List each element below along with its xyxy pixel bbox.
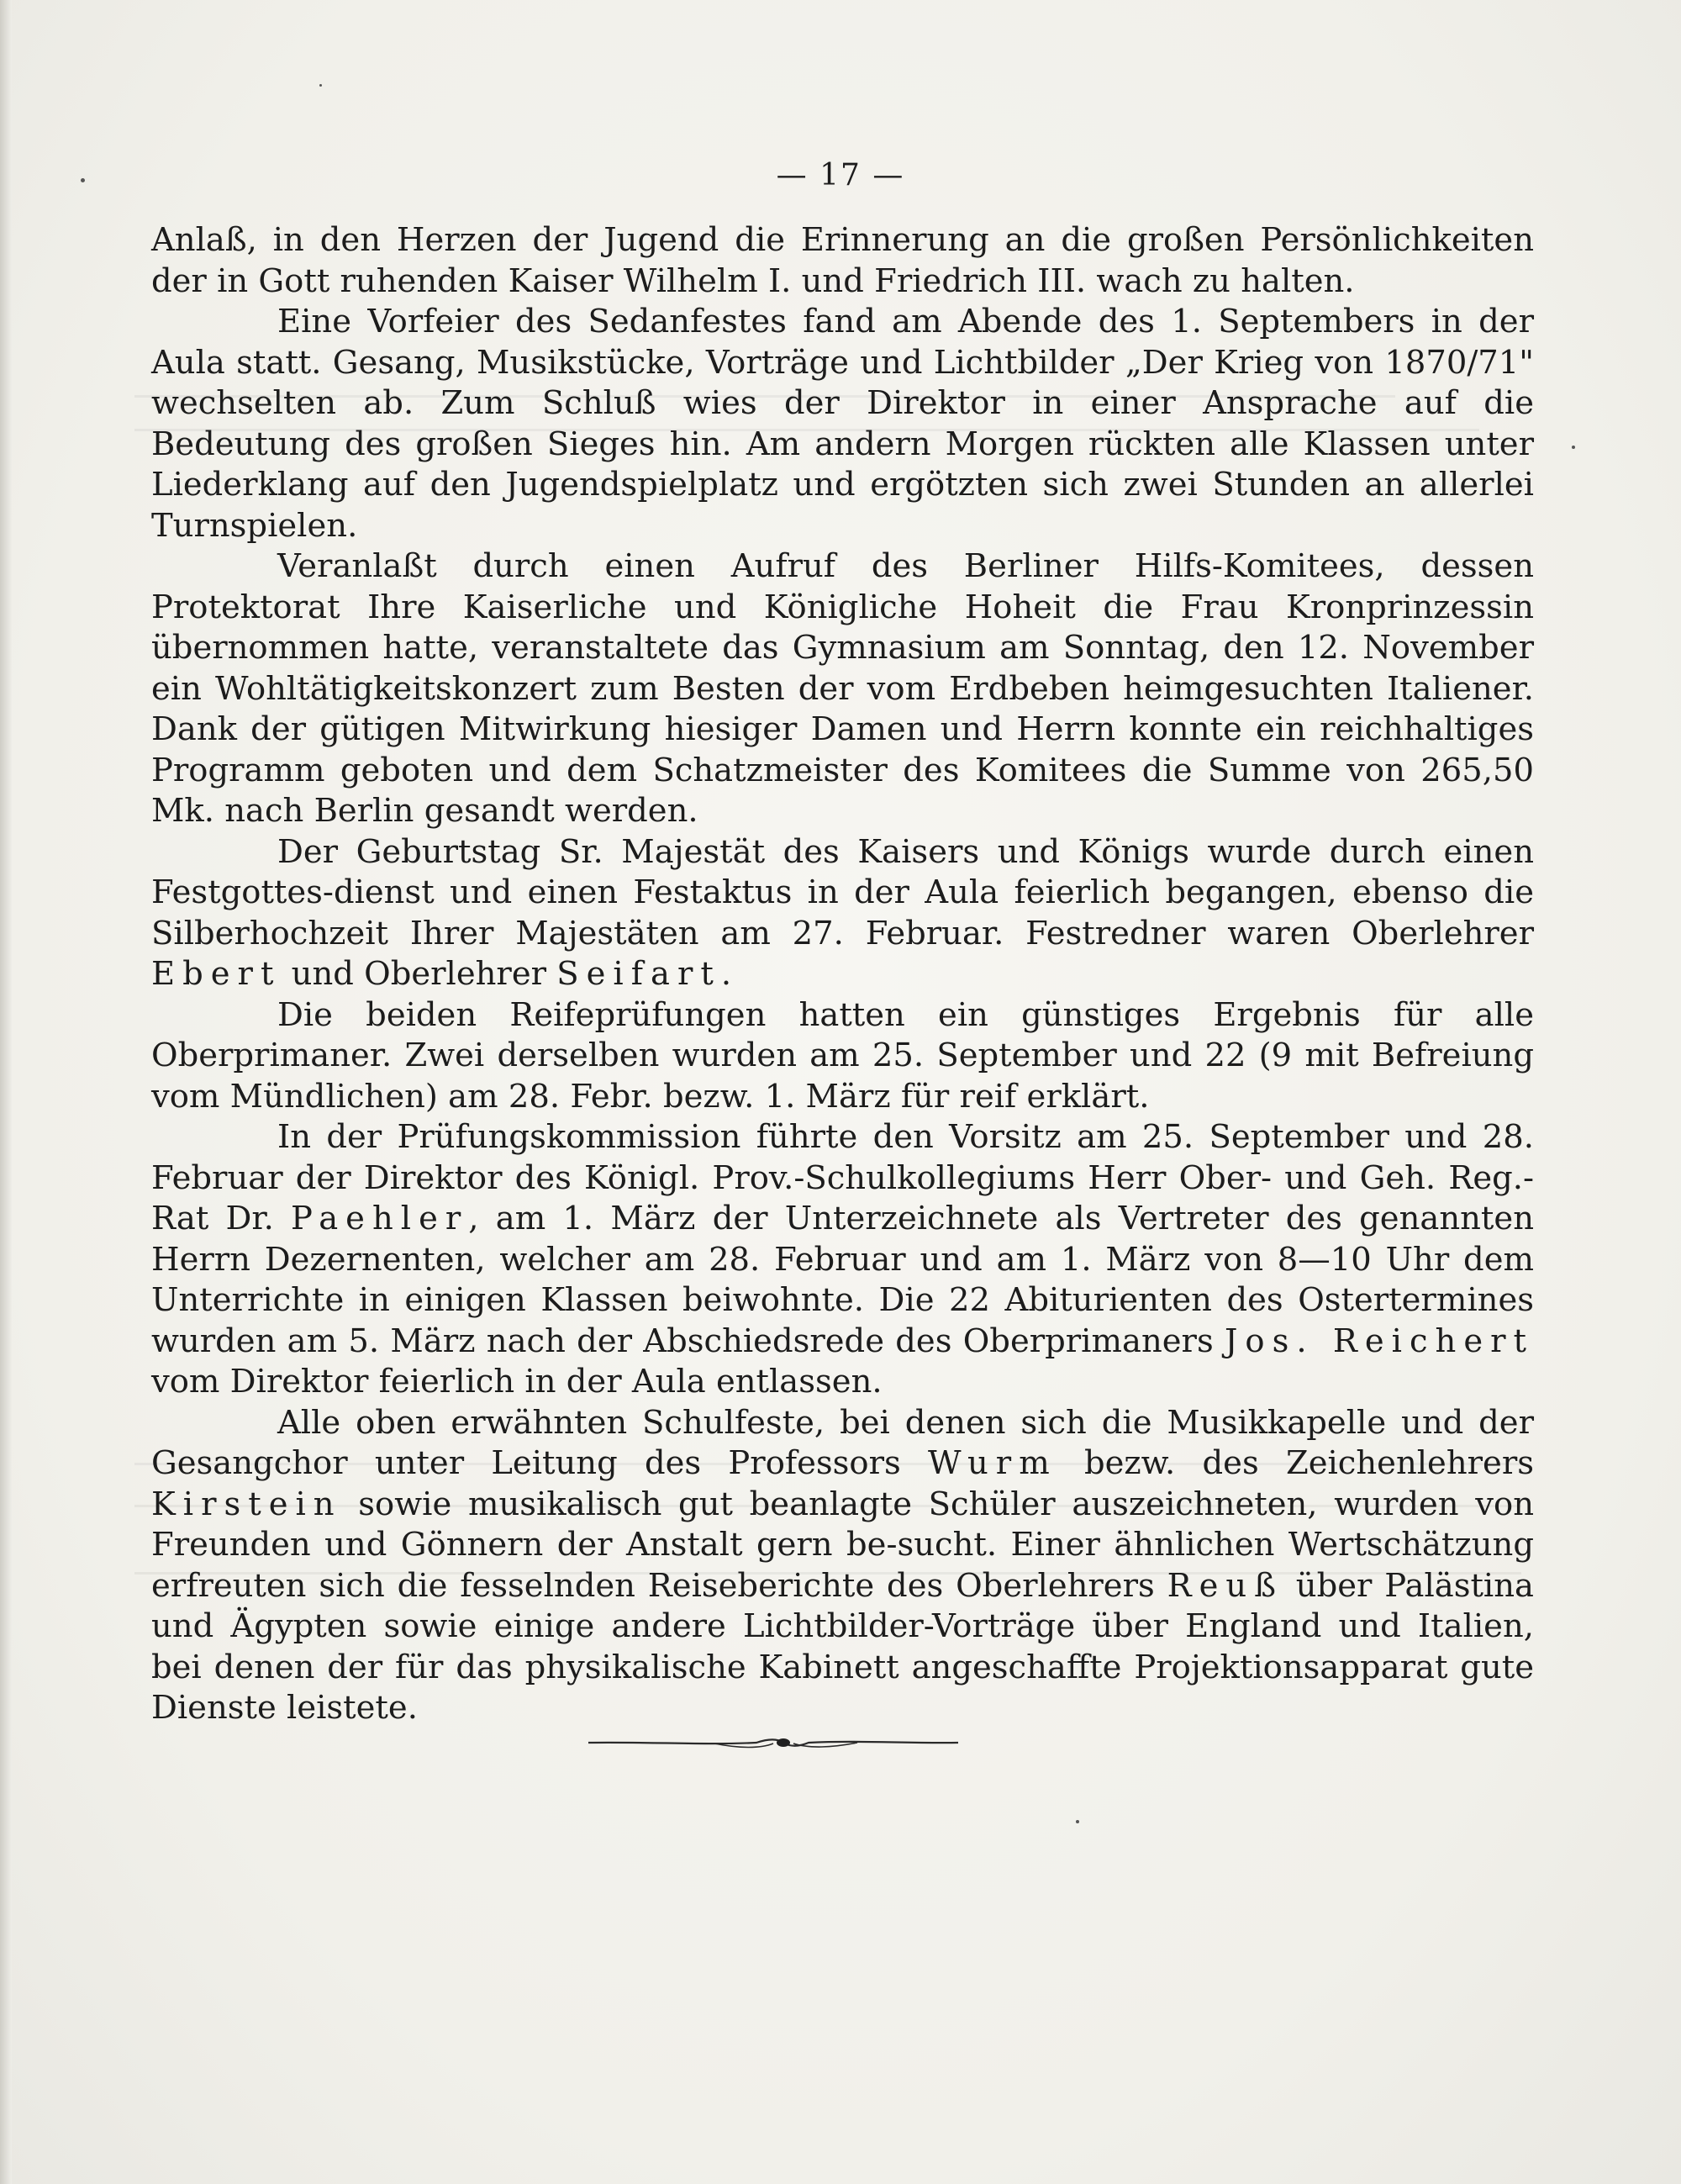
- scan-speck: [1572, 446, 1575, 449]
- paragraph: [151, 1117, 1534, 1403]
- text-run: Die beiden Reifeprüfungen hatten ein günstiges Ergebnis für alle Oberprimaner. Zwei derselben wurden am 25. September und 22 (9 mit Befreiung vom Mündlichen) am 28. Febr. bezw. 1. März für reif erklärt.: [151, 995, 1534, 1116]
- text-run: Veranlaßt durch einen Aufruf des Berliner Hilfs-Komitees, dessen Protektorat Ihre Kaiserliche und Königliche Hoheit die Frau Kronprinzessin übernommen hatte, veranstaltete das Gymnasium am Sonntag, den 12. November ein Wohltätigkeitskonzert zum Besten der vom Erdbeben heimgesuchten Italiener. Dank der gütigen Mitwirkung hiesiger Damen und Herrn konnte ein reichhaltiges Programm geboten und dem Schatzmeister des Komitees die Summe von 265,50 Mk. nach Berlin gesandt werden.: [151, 547, 1534, 830]
- page-binding-edge: [0, 0, 12, 2184]
- ornament-divider-icon: [588, 1730, 958, 1755]
- paragraph: [151, 546, 1534, 832]
- text-run: In der Prüfungskommission führte den Vorsitz am 25. September und 28. Februar der Direktor des Königl. Prov.-Schulkollegiums Herr Ober- und Geh. Reg.-Rat Dr.: [151, 1118, 1534, 1237]
- text-run: vom Direktor feierlich in der Aula entlassen.: [151, 1363, 883, 1401]
- scan-speck: [1076, 1820, 1079, 1823]
- text-run: , am 1. März der Unterzeichnete als Vertreter des genannten Herrn Dezernenten, welcher am 28. Februar und am 1. März von 8—10 Uhr dem Unterrichte in einigen Klassen beiwohnte. Die 22 Abiturienten des Ostertermines wurden am 5. März nach der Abschiedsrede des Oberprimaners: [151, 1200, 1534, 1360]
- text-run: und Oberlehrer: [281, 955, 557, 993]
- text-run: über Palästina und Ägypten sowie einige andere Lichtbilder-Vorträge über England und Italien, bei denen der für das physikalische Kabinett angeschaffte Projektionsapparat gute Dienste leistete.: [151, 1566, 1534, 1727]
- text-run: .: [720, 955, 732, 993]
- page-number: — 17 —: [776, 158, 905, 193]
- text-run: Eine Vorfeier des Sedanfestes fand am Abende des 1. Septembers in der Aula statt. Gesang, Musikstücke, Vorträge und Lichtbilder „Der Krieg von 1870/71" wechselten ab. Zum Schluß wies der Direktor in einer Ansprache auf die Bedeutung des großen Sieges hin. Am andern Morgen rückten alle Klassen unter Liederklang auf den Jugendspielplatz und ergötzten sich zwei Stunden an allerlei Turnspielen.: [151, 303, 1534, 545]
- paragraph: [151, 302, 1534, 546]
- spaced-name: Ebert: [151, 955, 282, 993]
- spaced-name: Jos. Reichert: [1225, 1321, 1534, 1360]
- paragraph: [151, 995, 1534, 1118]
- text-run: Der Geburtstag Sr. Majestät des Kaisers und Königs wurde durch einen Festgottes-dienst und einen Festaktus in der Aula feierlich begangen, ebenso die Silberhochzeit Ihrer Majestäten am 27. Februar. Festredner waren Oberlehrer: [151, 832, 1534, 952]
- spaced-name: Paehler: [291, 1200, 469, 1237]
- spaced-name: Wurm: [928, 1444, 1057, 1482]
- text-run: sowie musikalisch gut beanlagte Schüler auszeichneten, wurden von Freunden und Gönnern der Anstalt gern be-sucht. Einer ähnlichen Wertschätzung erfreuten sich die fesselnden Reiseberichte des Oberlehrers: [151, 1485, 1534, 1605]
- paragraph: [151, 1403, 1534, 1729]
- spaced-name: Seifart: [556, 955, 721, 993]
- text-run: Alle oben erwähnten Schulfeste, bei denen sich die Musikkapelle und der Gesangchor unter Leitung des Professors: [151, 1403, 1534, 1482]
- spaced-name: Reuß: [1167, 1566, 1283, 1605]
- paragraph: [151, 220, 1534, 302]
- paragraph: [151, 832, 1534, 995]
- text-run: Anlaß, in den Herzen der Jugend die Erinnerung an die großen Persönlichkeiten der in Gott ruhenden Kaiser Wilhelm I. und Friedrich III. wach zu halten.: [151, 221, 1534, 300]
- scan-speck: [319, 84, 322, 87]
- spaced-name: Kirstein: [151, 1485, 342, 1523]
- text-run: bezw. des Zeichenlehrers: [1057, 1444, 1534, 1482]
- body-text: [151, 220, 1534, 1729]
